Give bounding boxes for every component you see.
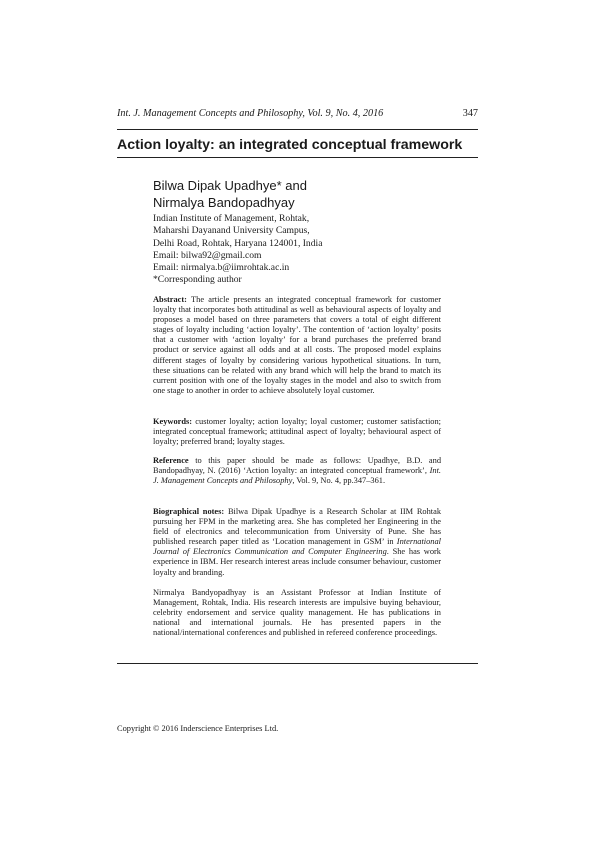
biographical-notes [153,507,441,578]
title-rule [117,157,478,158]
reference-note [153,456,441,486]
bio1-text-end: . She has work experience in IBM. Her research interest areas include consumer behaviour, customer loyalty and branding. [153,547,441,577]
reference-text: to this paper should be made as follows: Upadhye, B.D. and Bandopadhyay, N. (2016) ‘Action loyalty: an integrated conceptual framework’, [153,456,442,476]
abstract-text: The article presents an integrated conceptual framework for customer loyalty that incorporates both attitudinal as well as behavioural aspects of loyalty and proposes a model based on three parameters that covers a total of eight different stages of loyalty including ‘action loyalty’. The contention of ‘action loyalty’ posits that a customer with ‘action loyalty’ for a brand purchases the preferred brand product or service against all odds and at all costs. The proposed model explains different stages of loyalty by considering various hypothetical situations. In turn, these situations can be related with any brand which will help the brand to match its current position with one of the loyalty stages in the model and also to switch from one stage to another in order to achieve absolutely loyal customer. [153,295,441,395]
bio-label: Biographical notes: [153,507,225,516]
email-2[interactable]: Email: nirmalya.b@iimrohtak.ac.in [153,262,290,274]
reference-journal: Int. J. Management Concepts and Philosophy [153,466,441,486]
email-1[interactable]: Email: bilwa92@gmail.com [153,249,262,261]
page-number: 347 [462,108,478,119]
author-line-1: Bilwa Dipak Upadhye* and [153,178,307,193]
keywords-label: Keywords: [153,417,193,426]
abstract-label: Abstract: [153,295,187,304]
section-end-rule [117,663,478,664]
keywords [153,417,441,447]
author-line-2: Nirmalya Bandopadhyay [153,195,295,210]
corresponding-author-note: *Corresponding author [153,274,242,286]
affiliation-address: Delhi Road, Rohtak, Haryana 124001, India [153,237,323,249]
affiliation-institute: Indian Institute of Management, Rohtak, [153,213,310,224]
journal-citation: Int. J. Management Concepts and Philosophy, Vol. 9, No. 4, 2016 [117,108,384,119]
header-rule [117,129,478,130]
biographical-notes-2 [153,588,441,638]
keywords-text: customer loyalty; action loyalty; loyal customer; customer satisfaction; integrated conceptual framework; attitudinal aspect of loyalty; behavioural aspect of loyalty; preferred brand; loyalty stages. [153,417,442,447]
reference-label: Reference [153,456,189,465]
reference-details: , Vol. 9, No. 4, pp.347–361. [292,476,386,486]
bio1-journal: International Journal of Electronics Communication and Computer Engineering [153,537,441,557]
running-header [117,107,478,120]
paper-title: Action loyalty: an integrated conceptual framework [117,137,463,153]
bio2-text: Nirmalya Bandyopadhyay is an Assistant Professor at Indian Institute of Management, Rohtak, India. His research interests are impulsive buying behaviour, celebrity endorsement and service quality management. He has publications in national and international journals. He has presented papers in the national/international conferences and published in refereed conference proceedings. [153,588,441,638]
copyright-footer: Copyright © 2016 Inderscience Enterprises Ltd. [117,724,279,733]
author-block [153,177,307,211]
abstract [153,295,441,396]
affiliation-block [153,213,322,287]
bio1-text: Bilwa Dipak Upadhye is a Research Scholar at IIM Rohtak pursuing her FPM in the marketing area. She has completed her Engineering in the field of electronics and telecommunication from University of Pune. She has published research paper titled as ‘Location management in GSM’ in [153,507,442,547]
affiliation-campus: Maharshi Dayanand University Campus, [153,225,310,237]
